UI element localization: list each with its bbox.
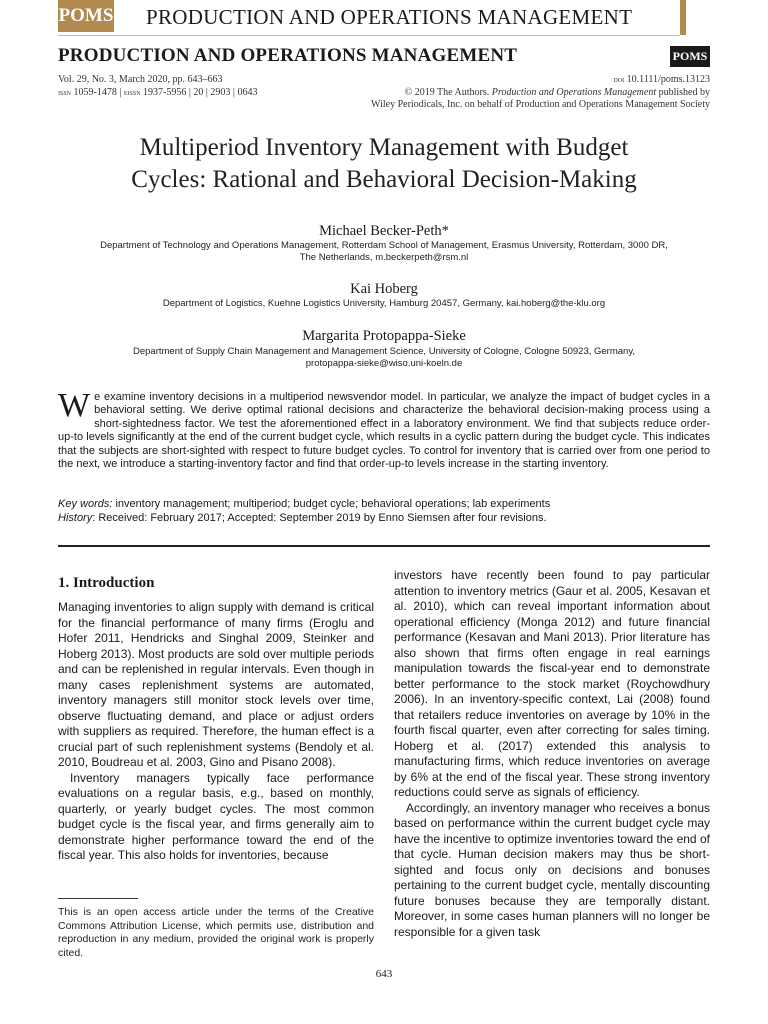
- keywords-block: [58, 497, 710, 525]
- issue-metadata: [58, 73, 257, 99]
- article-title: Multiperiod Inventory Management with Budget Cycles: Rational and Behavioral Decision-Making: [131, 134, 637, 193]
- footnote-rule: [58, 898, 138, 899]
- body-column-left: [58, 600, 374, 864]
- author-name: Margarita Protopappa-Sieke: [302, 328, 466, 344]
- accent-strip: [680, 0, 686, 35]
- paragraph: Inventory managers typically face performance evaluations on a regular basis, e.g., based on monthly, quarterly, or yearly budget cycles. The most common budget cycle is the fiscal year, and firms generally aim to demonstrate higher performance toward the end of the fiscal year. This also holds for inventories, because: [58, 770, 374, 862]
- abstract-text: e examine inventory decisions in a multiperiod newsvendor model. In particular, we analyze the impact of budget cycles in a behavioral setting. We derive optimal rational decisions and characterize the behavioral decision-making process using a short-sightedness factor. We test the aforementioned effect in a laboratory environment. We find that subjects reduce order-up-to levels significantly at the end of the current budget cycle, which results in a cyclic pattern during the budget cycle. This indicates that the subjects are short-sighted with respect to future budget cycles. To control for inventory that is carried over from one period to the next, we introduce a starting-inventory factor and find that order-up-to levels increase in the starting inventory.: [58, 391, 710, 471]
- author-affiliation: Department of Logistics, Kuehne Logistics University, Hamburg 20457, Germany, kai.hoberg@the-klu.org: [162, 298, 606, 309]
- author-affiliation: Department of Supply Chain Management and Management Science, University of Cologne, Cologne 50923, Germany, protopappa-sieke@wiso.uni-koeln.de: [132, 346, 636, 369]
- section-divider: [58, 545, 710, 547]
- publisher-line: Wiley Periodicals, Inc. on behalf of Production and Operations Management Society: [371, 99, 710, 110]
- volume-line: Vol. 29, No. 3, March 2020, pp. 643–663: [58, 74, 223, 85]
- page-number: 643: [375, 968, 393, 980]
- abstract: [58, 387, 710, 471]
- author-affiliation: Department of Technology and Operations Management, Rotterdam School of Management, Erasmus University, Rotterdam, 3000 DR, The Netherlands, m.beckerpeth@rsm.nl: [100, 240, 668, 263]
- license-footnote: This is an open access article under the terms of the Creative Commons Attribution License, which permits use, distribution and reproduction in any medium, provided the original work is properly cited.: [58, 906, 374, 959]
- paragraph: Managing inventories to align supply with demand is critical for the financial performance of many firms (Eroglu and Hofer 2011, Hendricks and Singhal 2009, Steinker and Hoberg 2013). Most products are sold over multiple periods and can be replenished in regular intervals. Even though in many cases replenishment systems are automated, inventory managers still monitor stock levels over time, observe fluctuating demand, and place or adjust orders with suppliers as required. Therefore, the human effect is a crucial part of such replenishment systems (Bendoly et al. 2010, Boudreau et al. 2003, Gino and Pisano 2008).: [58, 600, 374, 769]
- author-name: Kai Hoberg: [350, 281, 418, 297]
- section-heading: 1. Introduction: [58, 575, 155, 591]
- journal-title: PRODUCTION AND OPERATIONS MANAGEMENT: [58, 45, 518, 66]
- paragraph: Accordingly, an inventory manager who receives a bonus based on performance within the current budget cycle may have the incentive to optimize inventories toward the end of that cycle. Human decision makers may thus be short-sighted and focus only on decisions and bonuses pertaining to the current budget cycle, mentally discounting future bonuses because they are temporally distant. Moreover, in some cases human planners will no longer be responsible for a given task: [394, 800, 710, 939]
- issn-line: issn 1059-1478 | eissn 1937-5956 | 20 | 2903 | 0643: [58, 87, 258, 98]
- copyright-line: © 2019 The Authors. Production and Operations Management published by: [404, 86, 710, 98]
- doi-copyright: [371, 73, 710, 112]
- author-name: Michael Becker-Peth*: [319, 223, 449, 239]
- running-journal-title: PRODUCTION AND OPERATIONS MANAGEMENT: [146, 5, 633, 29]
- doi-line[interactable]: doi 10.1111/poms.13123: [613, 74, 710, 85]
- history-line: History: Received: February 2017; Accepted: September 2019 by Enno Siemsen after four revisions.: [58, 512, 547, 524]
- poms-logo: POMS: [670, 46, 710, 67]
- poms-badge: POMS: [58, 0, 114, 32]
- body-column-right: [394, 568, 710, 940]
- drop-cap: W: [58, 387, 91, 424]
- keywords-line: Key words: inventory management; multiperiod; budget cycle; behavioral operations; lab experiments: [58, 498, 551, 510]
- paragraph: investors have recently been found to pay particular attention to inventory metrics (Gaur et al. 2005, Kesavan et al. 2010), which can reveal important information about operational efficiency (Monga 2012) and future financial performance (Kesavan and Mani 2013). Prior literature has also shown that firms often engage in real earnings manipulation towards the fiscal-year end to demonstrate better performance to the stock market (Roychowdhury 2006). In an inventory-specific context, Lai (2008) found that retailers reduce inventories on average by 10% in the fourth fiscal quarter, even after correcting for sales timing. Hoberg et al. (2017) extended this analysis to manufacturing firms, which reduce inventories on average by 6% at the end of the fiscal year. These strong inventory reductions could serve as signals of efficiency.: [394, 568, 710, 799]
